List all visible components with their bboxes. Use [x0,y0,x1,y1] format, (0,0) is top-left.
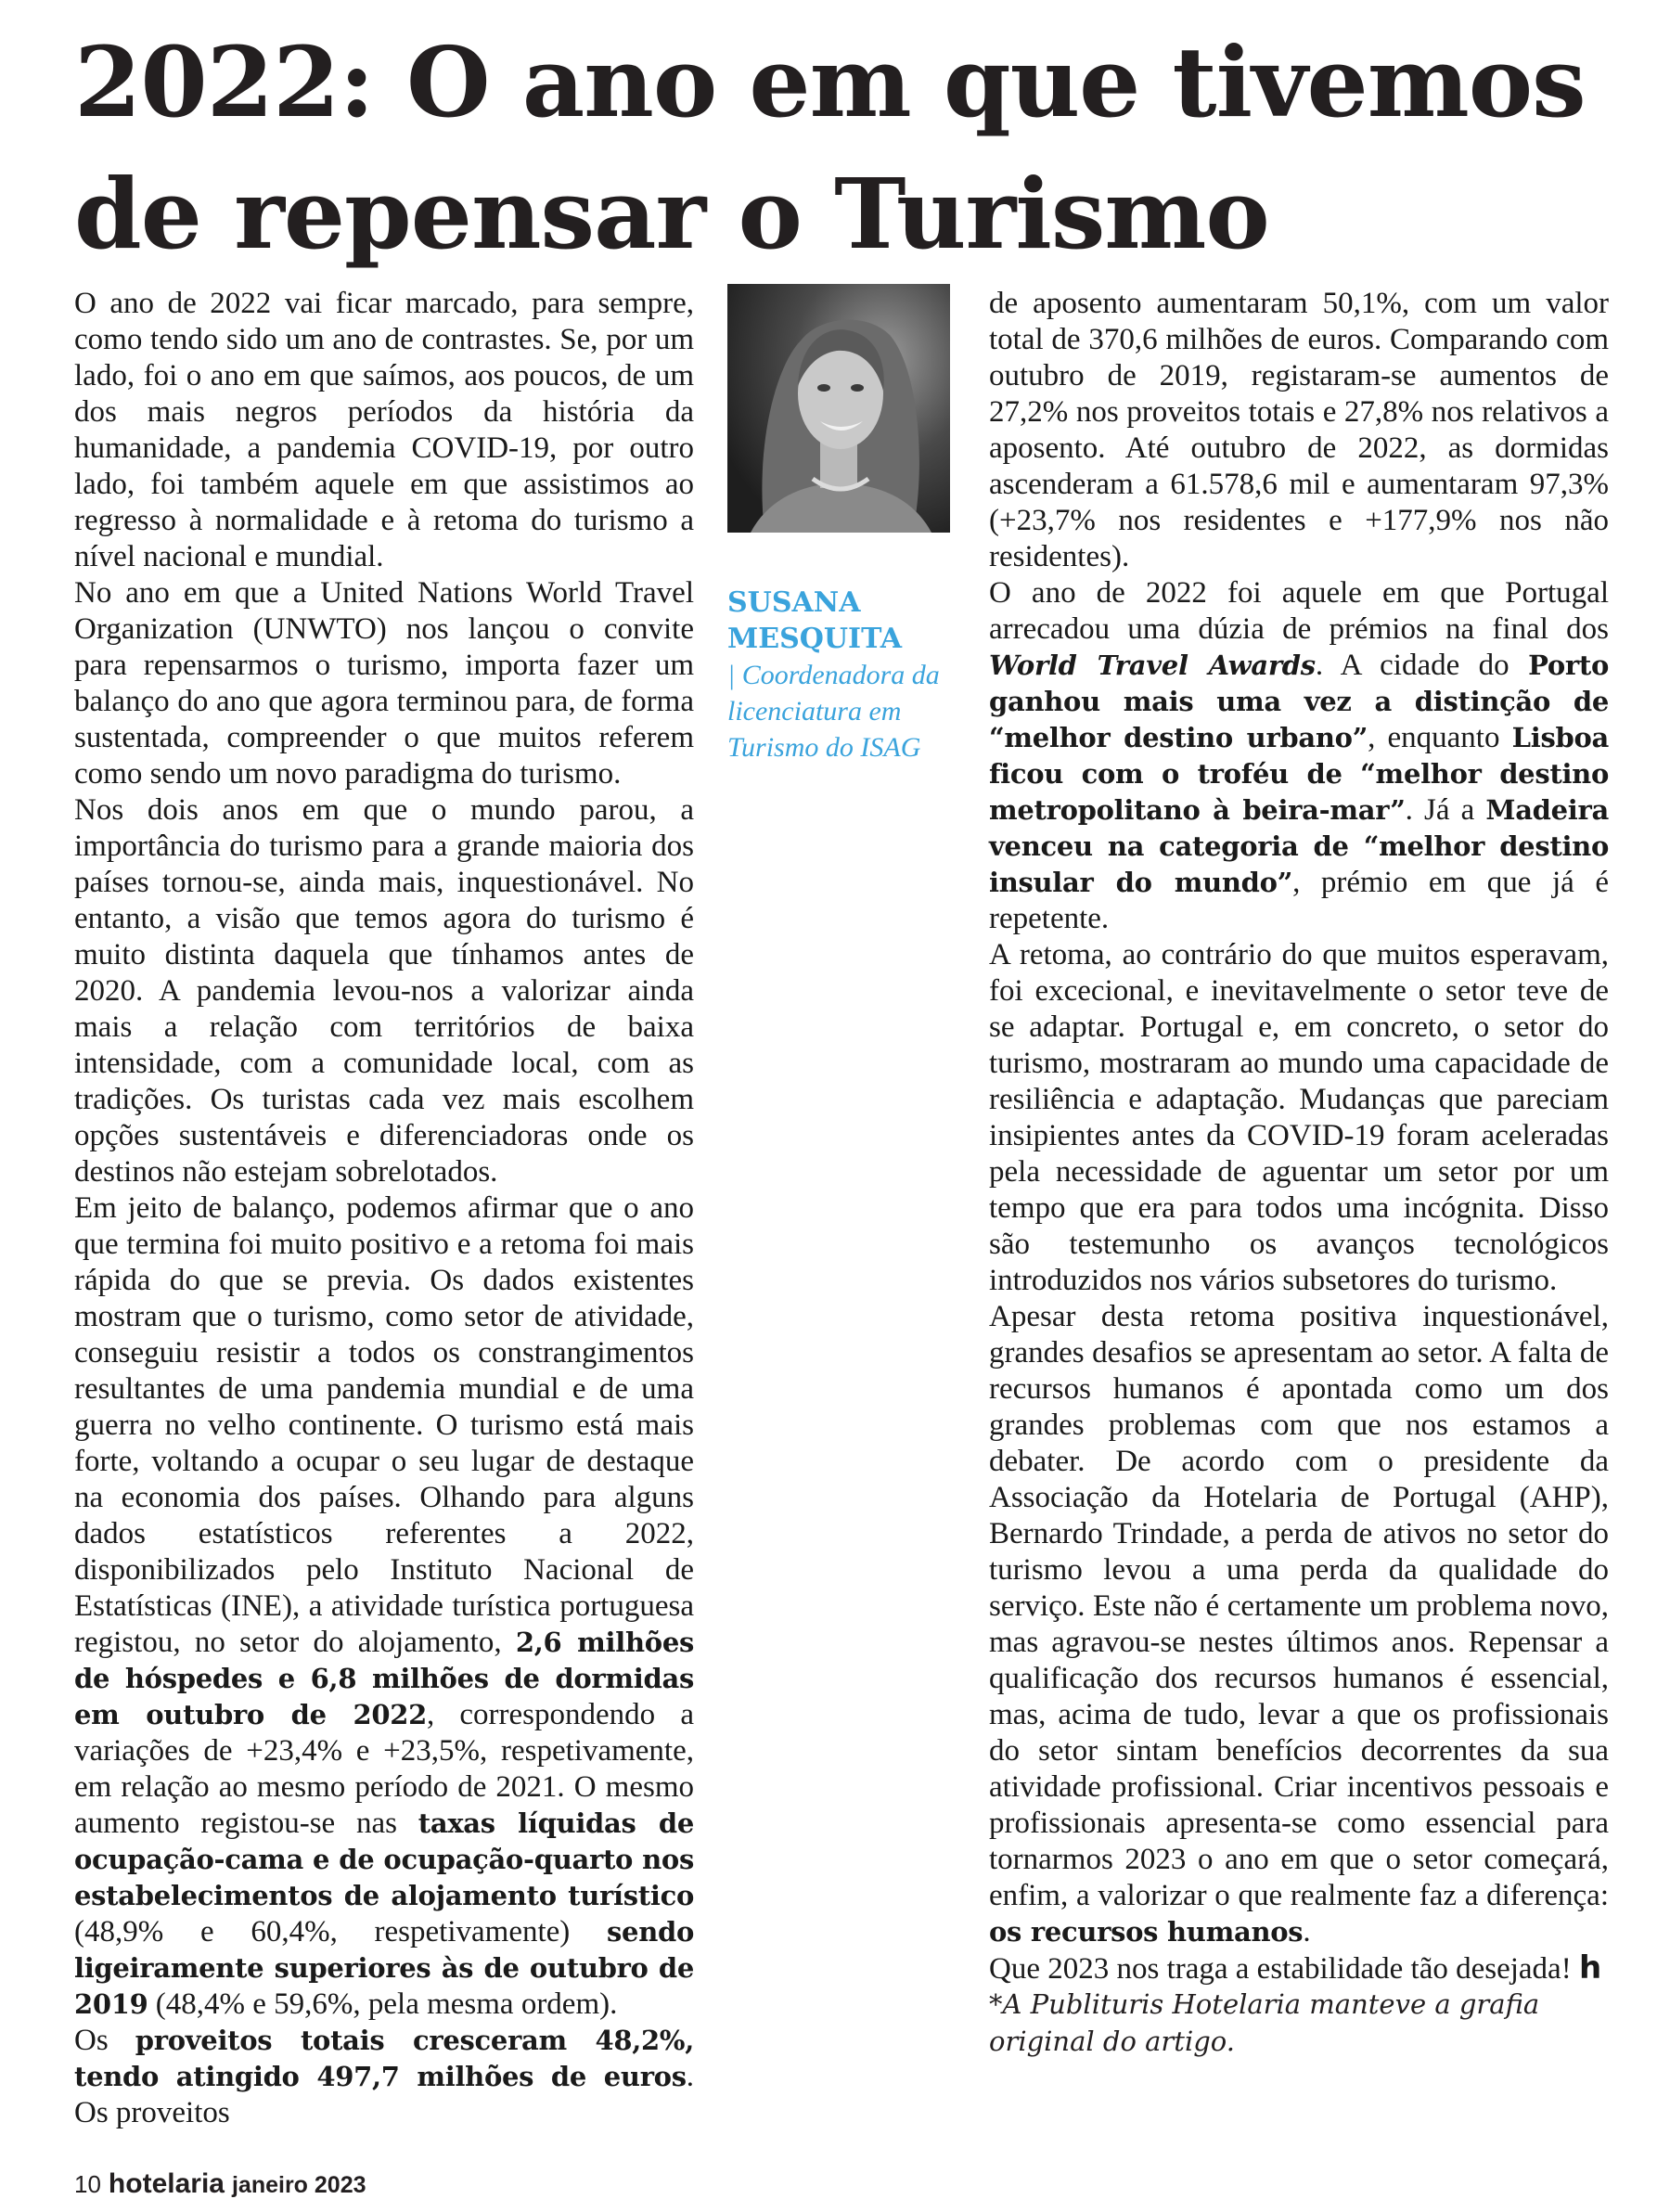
bold-text: Porto ganhou mais uma vez a distinção de “melhor destino urbano” [989,649,1609,753]
magazine-brand: hotelaria [108,2168,225,2199]
text: , prémio em que já é repetente. [989,866,1609,935]
editorial-note: *A Publituris Hotelaria manteve a grafia original do artigo. [989,1988,1540,2057]
bold-text: taxas líquidas de ocupação-cama e de ocupação-quarto nos estabelecimentos de alojamento turístico [74,1807,694,1911]
bold-italic-text: World Travel Awards [989,649,1316,681]
paragraph: A retoma, ao contrário do que muitos esperavam, foi excecional, e inevitavelmente o setor teve de se adaptar. Portugal e, em concreto, o setor do turismo, mostraram ao mundo uma capacidade de resiliência e adaptação. Mudanças que pareciam insipientes antes da COVID-19 foram aceleradas pela necessidade de aguentar um setor por um tempo que era para todos uma incógnita. Disso são testemunho os avanços tecnológicos introduzidos nos vários subsetores do turismo. [989,938,1609,1297]
text: O ano de 2022 foi aquele em que Portugal arrecadou uma dúzia de prémios na final dos [989,576,1609,646]
paragraph: de aposento aumentaram 50,1%, com um valor total de 370,6 milhões de euros. Comparando com outubro de 2019, registaram-se aumentos de 27,2% nos proveitos totais e 27,8% nos relativos a aposento. Até outubro de 2022, as dormidas ascenderam a 61.578,6 mil e aumentaram 97,3% (+23,7% nos residentes e +177,9% nos não residentes). [989,287,1609,573]
article-title [74,17,1642,280]
text: . A cidade do [1315,649,1529,682]
paragraph: Nos dois anos em que o mundo parou, a importância do turismo para a grande maioria dos países tornou-se, ainda mais, inquestionável. No entanto, a visão que temos agora do turismo é muito distinta daquela que tínhamos antes de 2020. A pandemia levou-nos a valorizar ainda mais a relação com territórios de baixa intensidade, com a comunidade local, com as tradições. Os turistas cada vez mais escolhem opções sustentáveis e diferenciadoras onde os destinos não estejam sobrelotados. [74,793,694,1189]
text: , enquanto [1368,721,1512,754]
text: . Os proveitos [74,2060,694,2129]
text: (48,9% e 60,4%, respetivamente) [74,1915,608,1948]
author-name-line-2: MESQUITA [727,623,903,655]
text: , correspondendo a variações de +23,4% e +23,5%, respetivamente, em relação ao mesmo período de 2021. O mesmo aumento registou-se nas [74,1698,694,1840]
paragraph [989,1950,1609,1987]
text: Os [74,2024,135,2057]
issue-date: janeiro 2023 [231,2172,366,2198]
title-line-1: 2022: O ano em que tivemos [74,25,1586,139]
paragraph: O ano de 2022 vai ficar marcado, para sempre, como tendo sido um ano de contrastes. Se, por um lado, foi o ano em que saímos, aos poucos, de um dos mais negros períodos da história da humanidade, a pandemia COVID-19, por outro lado, foi também aquele em que assistimos ao regresso à normalidade e à retoma do turismo a nível nacional e mundial. [74,287,694,573]
bold-text: Lisboa ficou com o troféu de “melhor destino metropolitano à beira-mar” [989,722,1609,826]
text: (48,4% e 59,6%, pela mesma ordem). [148,1987,618,2021]
page-footer [74,2168,366,2200]
text: Em jeito de balanço, podemos afirmar que o ano que termina foi muito positivo e a retoma foi mais rápida do que se previa. Os dados existentes mostram que o turismo, como setor de atividade, conseguiu resistir a todos os constrangimentos resultantes de uma pandemia mundial e de uma guerra no velho continente. O turismo está mais forte, voltando a ocupar o seu lugar de destaque na economia dos países. Olhando para alguns dados estatísticos referentes a 2022, disponibilizados pelo Instituto Nacional de Estatísticas (INE), a atividade turística portuguesa registou, no setor do alojamento, [74,1191,694,1659]
bold-text: sendo ligeiramente superiores às de outubro de 2019 [74,1916,694,2020]
text: . Já a [1405,793,1486,827]
title-line-2: de repensar o Turismo [74,157,1269,271]
bold-text: proveitos totais cresceram 48,2%, tendo atingido 497,7 milhões de euros [74,2025,694,2092]
text: Apesar desta retoma positiva inquestionável, grandes desafios se apresentam ao setor. A falta de recursos humanos é apontada como um dos grandes problemas com que nos estamos a debater. De acordo com o presidente da Associação da Hotelaria de Portugal (AHP), Bernardo Trindade, a perda de ativos no setor do turismo levou a uma perda da qualidade do serviço. Este não é certamente um problema novo, mas agravou-se nestes últimos anos. Repensar a qualificação dos recursos humanos é essencial, mas, acima de tudo, levar a que os profissionais do setor sintam benefícios decorrentes da sua atividade profissional. Criar incentivos pessoais e profissionais apresenta-se como essencial para tornarmos 2023 o ano em que o setor começará, enfim, a valorizar o que realmente faz a diferença: [989,1300,1609,1912]
paragraph [74,1190,694,2023]
column-right [989,286,1609,1987]
author-role: | Coordenadora da licenciatura em Turismo do ISAG [727,660,940,763]
page-number: 10 [74,2170,101,2198]
end-mark-icon: h [1578,1949,1602,1987]
paragraph [989,575,1609,937]
paragraph [74,2023,694,2131]
text: . [1303,1915,1311,1948]
author-name-line-1: SUSANA [727,586,861,619]
bold-text: Madeira venceu na categoria de “melhor destino insular do mundo” [989,794,1609,898]
author-byline [727,585,969,765]
text: Que 2023 nos traga a estabilidade tão desejada! [989,1952,1572,1986]
column-left [74,286,694,2131]
author-portrait-image [727,284,950,533]
bold-text: 2,6 milhões de hóspedes e 6,8 milhões de dormidas em outubro de 2022 [74,1627,694,1730]
paragraph: No ano em que a United Nations World Travel Organization (UNWTO) nos lançou o convite para repensarmos o turismo, importa fazer um balanço do ano que agora terminou para, de forma sustentada, compreender o que muitos referem como sendo um novo paradigma do turismo. [74,576,694,791]
author-photo [727,284,950,533]
paragraph [989,1299,1609,1950]
bold-text: os recursos humanos [989,1916,1304,1948]
